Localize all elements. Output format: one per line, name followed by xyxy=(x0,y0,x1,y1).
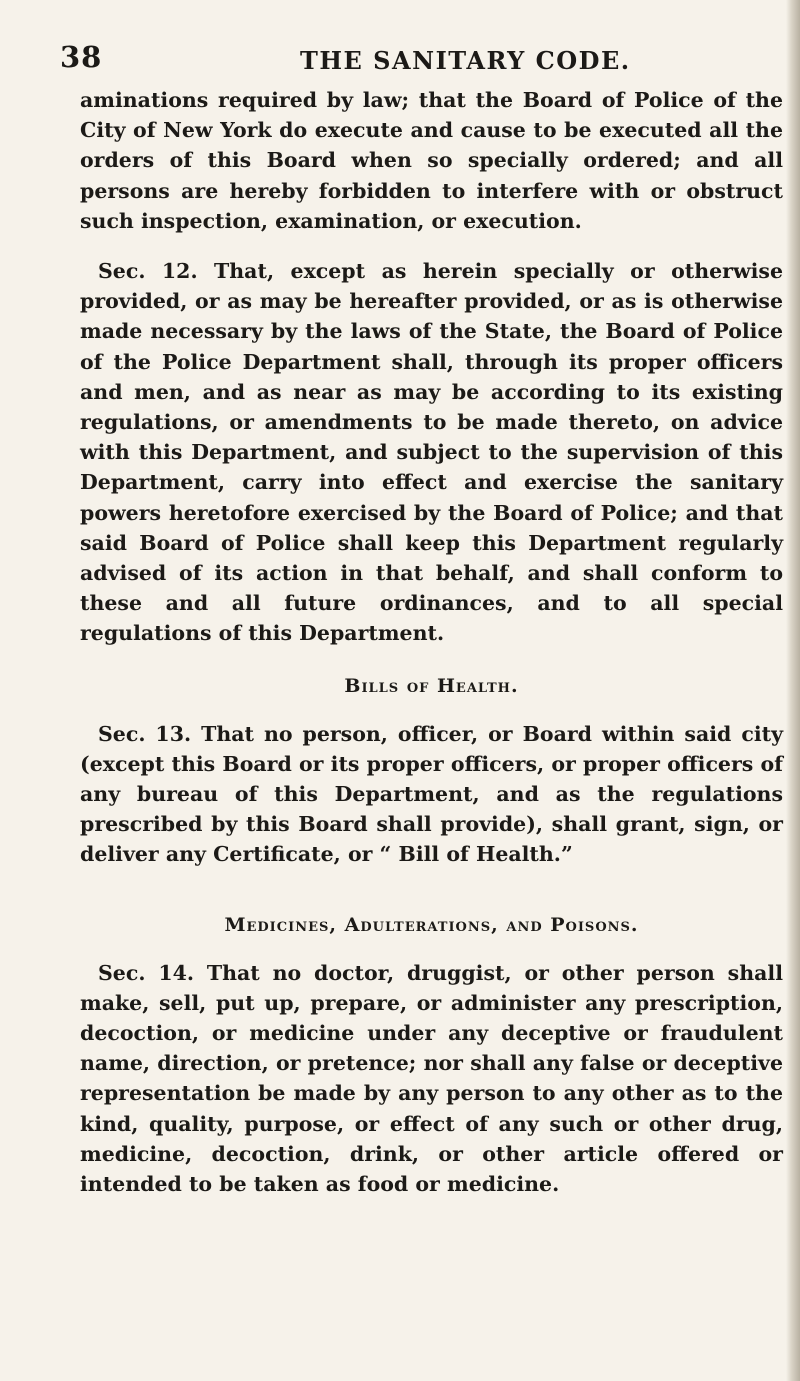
page-header xyxy=(60,40,740,76)
paragraph-sec-14: Sec. 14. That no doctor, druggist, or other person shall make, sell, put up, prepare, or administer any prescription, decoction, or medicine under any deceptive or fraudulent name, direction, or pretence; nor shall any false or deceptive representation be made by any person to any other as to the kind, quality, purpose, or effect of any such or other drug, medicine, decoction, drink, or other article offered or intended to be taken as food or medicine. xyxy=(80,960,783,1197)
page-edge xyxy=(786,0,800,1381)
paragraph-sec-13: Sec. 13. That no person, officer, or Board within said city (except this Board or its proper officers, or proper officers of any bureau of this Department, and as the regulations prescribed by this Board shall provide), shall grant, sign, or deliver any Certificate, or “ Bill of Health.” xyxy=(80,721,783,867)
paragraph-sec-12: Sec. 12. That, except as herein specially or otherwise provided, or as may be hereafter provided, or as is otherwise made necessary by the laws of the State, the Board of Police of the Police Department shall, through its proper officers and men, and as near as may be according to its existing regulations, or amendments to be made thereto, on advice with this Department, and subject to the supervision of this Department, carry into effect and exercise the sanitary powers heretofore exercised by the Board of Police; and that said Board of Police shall keep this Department regularly advised of its action in that behalf, and shall conform to these and all future ordinances, and to all special regulations of this Department. xyxy=(80,259,783,646)
heading-medicines: Medicines, Adulterations, and Poisons. xyxy=(224,913,639,936)
heading-bills-of-health: Bills of Health. xyxy=(344,674,519,697)
body-text xyxy=(80,85,783,1199)
page-number: 38 xyxy=(60,40,103,74)
paragraph-continuation: aminations required by law; that the Board of Police of the City of New York do execute and cause to be executed all the orders of this Board when so specially ordered; and all persons are hereby forbidden to interfere with or obstruct such inspection, examination, or execution. xyxy=(80,88,783,233)
running-head: THE SANITARY CODE. xyxy=(300,46,631,75)
